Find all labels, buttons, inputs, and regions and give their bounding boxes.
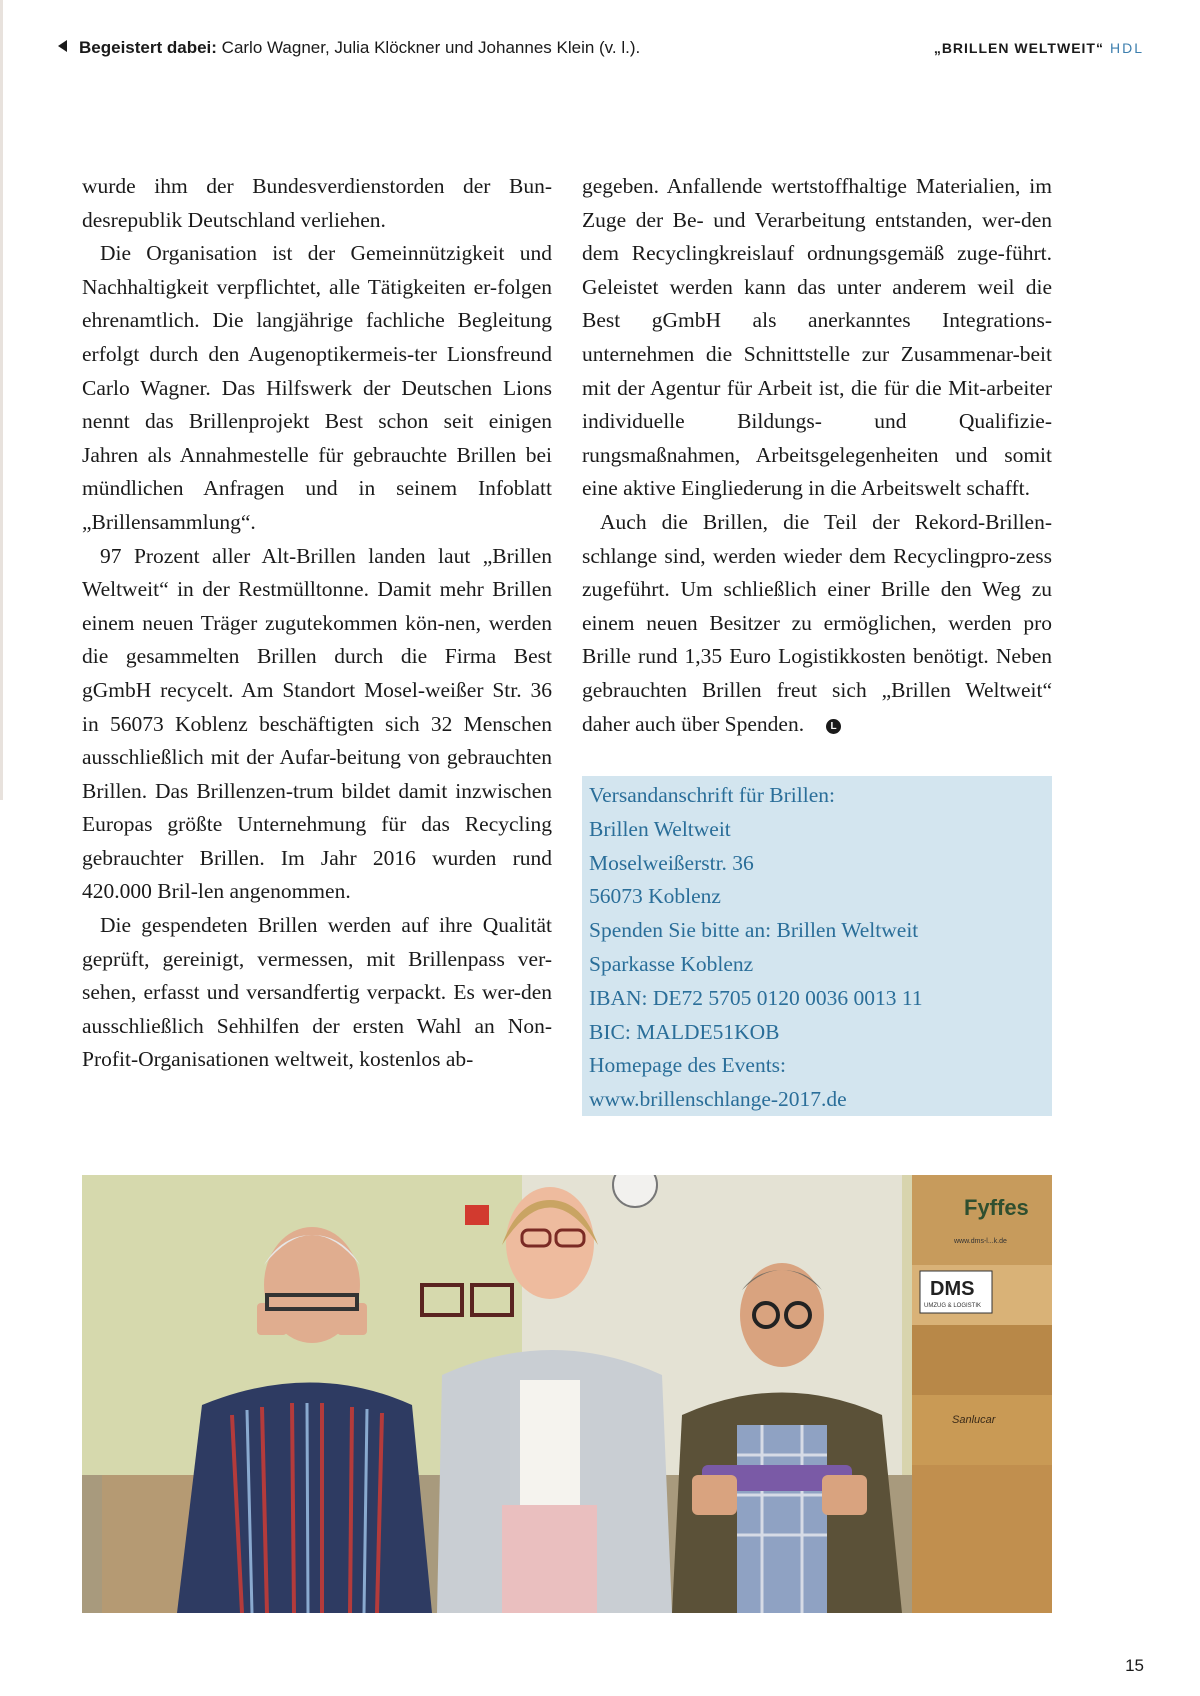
paragraph-2: Die Organisation ist der Gemeinnützigkeit und Nachhaltigkeit verpflichtet, alle Tätigkeiten er-folgen ehrenamtlich. Die langjährige fachliche Begleitung erfolgt durch den Augenoptikermeis-ter Lionsfreund Carlo Wagner. Das Hilfswerk der Deutschen Lions nennt das Brillenprojekt Best schon seit einigen Jahren als Annahmestelle für gebrauchte Brillen bei mündlichen Anfragen und in seinem Infoblatt „Brillensammlung“.: [82, 241, 552, 534]
info-recipient: Brillen Weltweit: [589, 816, 731, 841]
box-brand-dms-sub: UMZUG & LOGISTIK: [924, 1303, 982, 1309]
info-bank: Sparkasse Koblenz: [589, 951, 754, 976]
info-homepage-url: www.brillenschlange-2017.de: [589, 1087, 847, 1112]
info-homepage-label: Homepage des Events:: [589, 1053, 787, 1078]
caption-label: Begeistert dabei:: [79, 38, 217, 57]
box-brand-sanlucar: Sanlucar: [952, 1414, 996, 1426]
info-bic: BIC: MALDE51KOB: [589, 1019, 780, 1044]
page-number: 15: [1125, 1656, 1144, 1675]
event-photo: [82, 1175, 1052, 1613]
box-url: www.dms-l...k.de: [954, 1238, 1007, 1245]
paragraph-6-text: Auch die Brillen, die Teil der Rekord-Brillen-schlange sind, werden wieder dem Recyclingpro-zess zugeführt. Um schließlich einer Brille den Weg zu einem neuen Besitzer zu ermöglichen, werden pro Brille rund 1,35 Euro Logistikkosten benötigt. Neben gebrauchten Brillen freut sich „Brillen Weltweit“ daher auch über Spenden.: [582, 509, 1052, 736]
caption-text: Carlo Wagner, Julia Klöckner und Johannes Klein (v. l.).: [216, 38, 641, 57]
article-column-right: [582, 170, 1052, 741]
paragraph-5: gegeben. Anfallende wertstoffhaltige Materialien, im Zuge der Be- und Verarbeitung entstanden, wer-den dem Recyclingkreislauf ordnungsgemäß zuge-führt. Geleistet werden kann das unter anderem weil die Best gGmbH als anerkanntes Integrations-unternehmen die Schnittstelle zur Zusammenar-beit mit der Agentur für Arbeit ist, die für die Mit-arbeiter individuelle Bildungs- und Qualifizie-rungsmaßnahmen, Arbeitsgelegenheiten und somit eine aktive Eingliederung in die Arbeitswelt schafft.: [582, 174, 1052, 501]
info-iban: IBAN: DE72 5705 0120 0036 0013 11: [589, 985, 923, 1010]
info-box-shipping-donations: [582, 776, 1052, 1116]
info-donations: Spenden Sie bitte an: Brillen Weltweit: [589, 918, 919, 943]
running-head-topic: „BRILLEN WELTWEIT“: [933, 40, 1104, 56]
paragraph-1: wurde ihm der Bundesverdienstorden der Bun-desrepublik Deutschland verliehen.: [82, 174, 552, 232]
info-street: Moselweißerstr. 36: [589, 850, 754, 875]
running-head-brand: HDL: [1109, 40, 1144, 56]
paragraph-4: Die gespendeten Brillen werden auf ihre Qualität geprüft, gereinigt, vermessen, mit Brillenpass ver-sehen, erfasst und versandfertig verpackt. Es wer-den ausschließlich Sehhilfen der ersten Wahl an Non-Profit-Organisationen weltweit, kostenlos ab-: [82, 913, 552, 1072]
box-brand-dms: DMS: [930, 1278, 975, 1300]
photo-caption: [58, 38, 640, 58]
lions-end-mark-icon: L: [826, 719, 841, 734]
paragraph-6: [582, 506, 1052, 741]
arrow-left-icon: [58, 40, 67, 52]
article-column-left: [82, 170, 552, 1077]
box-brand-fyffes: Fyffes: [964, 1195, 1029, 1220]
paragraph-3: 97 Prozent aller Alt-Brillen landen laut „Brillen Weltweit“ in der Restmülltonne. Damit mehr Brillen einem neuen Träger zugutekommen kön-nen, werden die gesammelten Brillen durch die Firma Best gGmbH recycelt. Am Standort Mosel-weißer Str. 36 in 56073 Koblenz beschäftigten sich 32 Menschen ausschließlich mit der Aufar-beitung von gebrauchten Brillen. Das Brillenzen-trum bildet damit inzwischen Europas größte Unternehmung für das Recycling gebrauchter Brillen. Im Jahr 2016 wurden rund 420.000 Bril-len angenommen.: [82, 543, 552, 904]
left-edge-rule: [0, 0, 3, 800]
cardboard-box-stack: [912, 1175, 1052, 1613]
info-city: 56073 Koblenz: [589, 884, 721, 909]
running-head: [934, 40, 1144, 56]
info-shipping-heading: Versandanschrift für Brillen:: [589, 783, 835, 807]
